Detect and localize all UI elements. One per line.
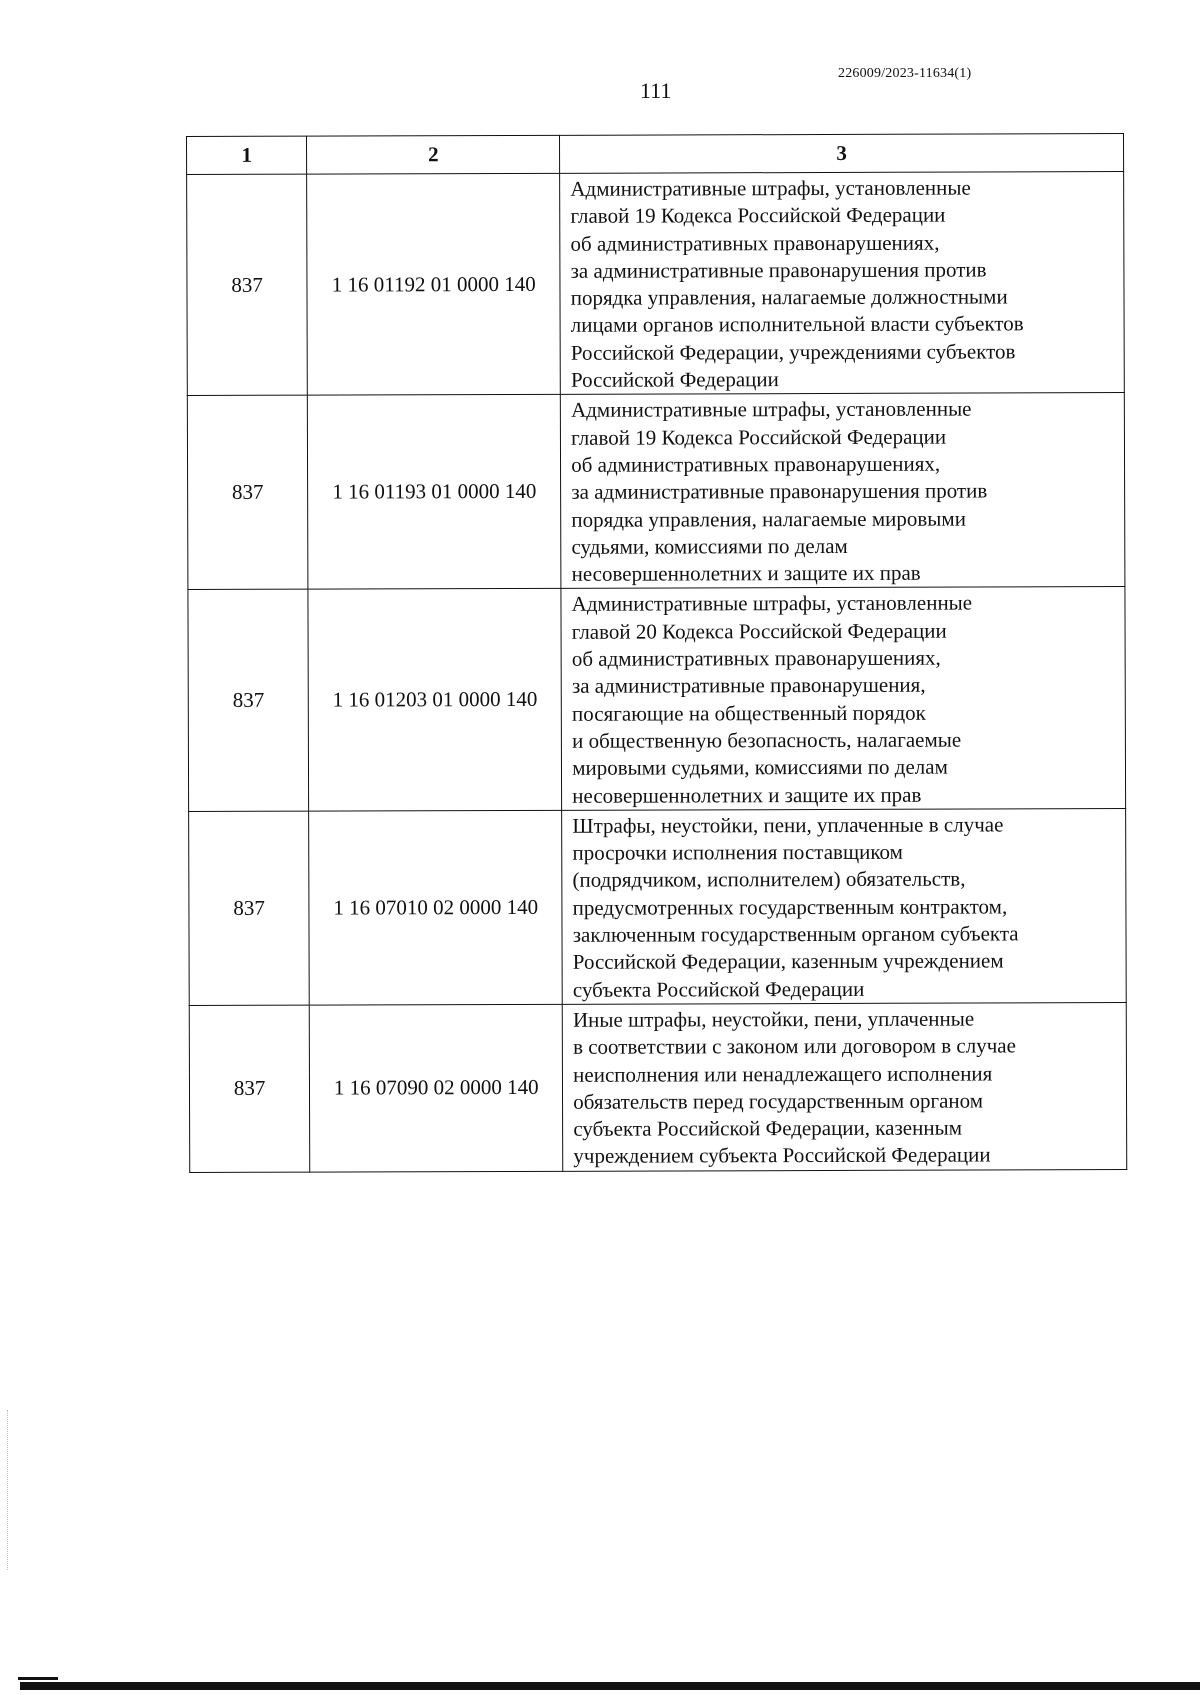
- scan-edge-mark: [18, 1677, 58, 1680]
- description-line: Иные штрафы, неустойки, пени, уплаченные: [572, 1006, 975, 1032]
- description-line: лицами органов исполнительной власти субъектов: [570, 311, 1024, 338]
- row-number-cell: 837: [188, 590, 309, 812]
- table-row: [189, 808, 1127, 1005]
- description-line: мировыми судьями, комиссиями по делам: [572, 754, 948, 781]
- description-line: учреждением субъекта Российской Федерации: [573, 1142, 991, 1169]
- scan-bottom-border: [20, 1682, 1200, 1690]
- description-line: Административные штрафы, установленные: [571, 396, 972, 423]
- description-line: Российской Федерации, учреждениями субъектов: [570, 339, 1016, 365]
- revenue-code-cell: 1 16 07010 02 0000 140: [309, 810, 562, 1005]
- row-number-cell: 837: [189, 1005, 310, 1172]
- description-line: об административных правонарушениях,: [571, 645, 941, 671]
- row-number-cell: 837: [187, 395, 308, 589]
- description-line: посягающие на общественный порядок: [571, 700, 926, 726]
- description-line: в соответствии с законом или договором в случае: [573, 1033, 1016, 1059]
- column-header-1: 1: [187, 136, 307, 174]
- column-header-2: 2: [307, 135, 560, 174]
- description-line: главой 19 Кодекса Российской Федерации: [570, 202, 946, 229]
- description-line: главой 19 Кодекса Российской Федерации: [571, 424, 947, 450]
- description-line: Штрафы, неустойки, пени, уплаченные в случае: [572, 812, 1004, 838]
- description-line: главой 20 Кодекса Российской Федерации: [571, 618, 947, 644]
- description-line: неисполнения или ненадлежащего исполнения: [573, 1060, 993, 1087]
- description-line: за административные правонарушения против: [570, 257, 987, 283]
- description-line: порядка управления, налагаемые мировыми: [571, 506, 966, 532]
- description-line: судьями, комиссиями по делам: [571, 533, 848, 559]
- page-number: 111: [640, 78, 672, 103]
- table-row: [188, 587, 1126, 811]
- document-id: 226009/2023-11634(1): [838, 66, 972, 81]
- table-body: [187, 172, 1127, 1173]
- description-line: несовершеннолетних и защите их прав: [572, 782, 922, 808]
- description-line: порядка управления, налагаемые должностными: [570, 284, 1008, 310]
- description-line: несовершеннолетних и защите их прав: [571, 560, 921, 586]
- revenue-code-cell: 1 16 01193 01 0000 140: [308, 395, 561, 590]
- description-line: Российской Федерации, казенным учреждением: [572, 948, 1004, 975]
- column-header-3: 3: [560, 134, 1124, 174]
- revenue-codes-table: [186, 133, 1127, 1173]
- description-line: за административные правонарушения против: [571, 478, 988, 505]
- description-line: заключенным государственным органом субъекта: [572, 921, 1019, 947]
- table-header-row: [187, 134, 1124, 175]
- description-line: обязательств перед государственным органом: [573, 1088, 984, 1114]
- description-line: и общественную безопасность, налагаемые: [572, 727, 962, 753]
- description-line: Российской Федерации: [570, 367, 779, 392]
- table-row: [187, 393, 1125, 590]
- description-line: просрочки исполнения поставщиком: [572, 839, 903, 865]
- table-row: [187, 172, 1125, 396]
- description-cell: [561, 393, 1125, 589]
- scan-side-dots: [7, 1410, 10, 1570]
- description-cell: [562, 1002, 1126, 1171]
- description-line: за административные правонарушения,: [571, 673, 926, 699]
- description-line: (подрядчиком, исполнителем) обязательств,: [572, 866, 966, 893]
- revenue-code-cell: 1 16 07090 02 0000 140: [310, 1004, 563, 1172]
- row-number-cell: 837: [187, 174, 308, 396]
- revenue-code-cell: 1 16 01192 01 0000 140: [307, 173, 561, 395]
- description-line: об административных правонарушениях,: [570, 230, 940, 256]
- description-line: Административные штрафы, установленные: [571, 590, 973, 617]
- description-line: об административных правонарушениях,: [571, 451, 941, 477]
- description-line: предусмотренных государственным контрактом,: [572, 894, 1008, 920]
- description-line: субъекта Российской Федерации, казенным: [573, 1115, 963, 1141]
- description-line: Административные штрафы, установленные: [570, 175, 971, 201]
- table-row: [189, 1002, 1127, 1172]
- description-cell: [560, 172, 1125, 395]
- revenue-code-cell: 1 16 01203 01 0000 140: [308, 589, 562, 811]
- description-cell: [561, 587, 1126, 810]
- description-line: субъекта Российской Федерации: [572, 976, 865, 1002]
- row-number-cell: 837: [189, 811, 310, 1005]
- description-cell: [562, 808, 1126, 1004]
